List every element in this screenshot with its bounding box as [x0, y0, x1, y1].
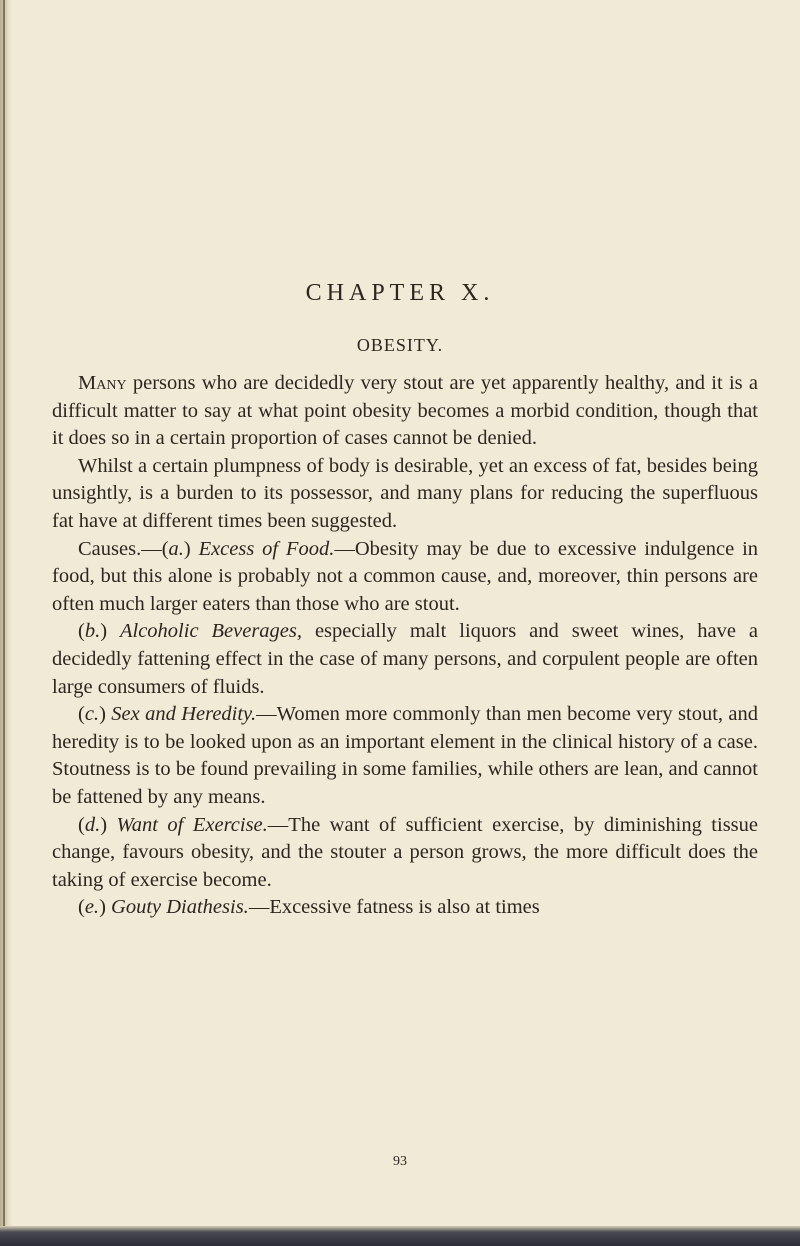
item-topic: Alcoholic Beverages,: [119, 620, 302, 643]
item-letter: d.: [84, 813, 101, 836]
lead-small-caps: Many: [78, 372, 127, 394]
item-topic: Gouty Diathesis.: [111, 896, 249, 919]
body-text: [52, 370, 758, 922]
paragraph-text: Whilst a certain plumpness of body is desirable, yet an excess of fat, besides being unsightly, is a burden to its possessor, and many plans for reducing the superfluous fat have at different times been suggested.: [52, 454, 758, 532]
paragraph-causes-d: (d.) Want of Exercise.—The want of sufficient exercise, by diminishing tissue change, favours obesity, and the stouter a person grows, the more difficult does the taking of exercise become.: [52, 813, 759, 891]
paragraph-plumpness: [52, 453, 758, 536]
paragraph-causes-e: (e.) Gouty Diathesis.—Excessive fatness is also at times: [78, 896, 540, 919]
page-bottom-edge: [0, 1226, 800, 1246]
item-letter: c.: [84, 703, 100, 726]
paragraph-text: —Women more commonly than men become very stout, and heredity is to be looked upon as an important element in the clinical history of a case. Stoutness is to be found prevailing in some families, while others are lean, and cannot be fattened by any means.: [52, 703, 758, 808]
paragraph-causes-a: Causes.—(a.) Excess of Food.—Obesity may be due to excessive indulgence in food, but this alone is probably not a common cause, and, moreover, thin persons are often much larger eaters than those who are stout.: [52, 537, 759, 615]
paragraph-text: especially malt liquors and sweet wines, have a decidedly fattening effect in the case of many persons, and corpulent people are often large consumers of fluids.: [52, 620, 758, 698]
paragraph-text: —The want of sufficient exercise, by diminishing tissue change, favours obesity, and the stouter a person grows, the more difficult does the taking of exercise become.: [52, 813, 759, 891]
paragraph-causes-b: (b.) Alcoholic Beverages, especially malt liquors and sweet wines, have a decidedly fattening effect in the case of many persons, and corpulent people are often large consumers of fluids.: [52, 620, 758, 698]
paragraph-causes-c: (c.) Sex and Heredity.—Women more commonly than men become very stout, and heredity is to be looked upon as an important element in the clinical history of a case. Stoutness is to be found prevailing in some families, while others are lean, and cannot be fattened by any means.: [52, 703, 758, 808]
item-letter: e.: [84, 896, 100, 919]
page-binding-edge: [0, 0, 12, 1246]
chapter-heading: CHAPTER X.: [305, 280, 495, 306]
paragraph-text: —Excessive fatness is also at times: [248, 896, 540, 919]
paragraph-text: —Obesity may be due to excessive indulgence in food, but this alone is probably not a common cause, and, moreover, thin persons are often much larger eaters than those who are stout.: [52, 537, 759, 615]
item-topic: Want of Exercise.: [116, 813, 268, 836]
page-number: 93: [393, 1154, 407, 1169]
paragraph-intro: [52, 370, 758, 453]
causes-label: Causes.: [78, 537, 142, 560]
item-letter: a.: [168, 537, 184, 560]
item-topic: Excess of Food.: [198, 537, 335, 560]
paragraph-text: persons who are decidedly very stout are yet apparently healthy, and it is a difficult matter to say at what point obesity becomes a morbid condition, though that it does so in a certain proportion of cases cannot be denied.: [52, 372, 758, 450]
item-letter: b.: [84, 620, 101, 643]
item-topic: Sex and Heredity.: [111, 703, 257, 726]
section-title: OBESITY.: [356, 335, 444, 355]
